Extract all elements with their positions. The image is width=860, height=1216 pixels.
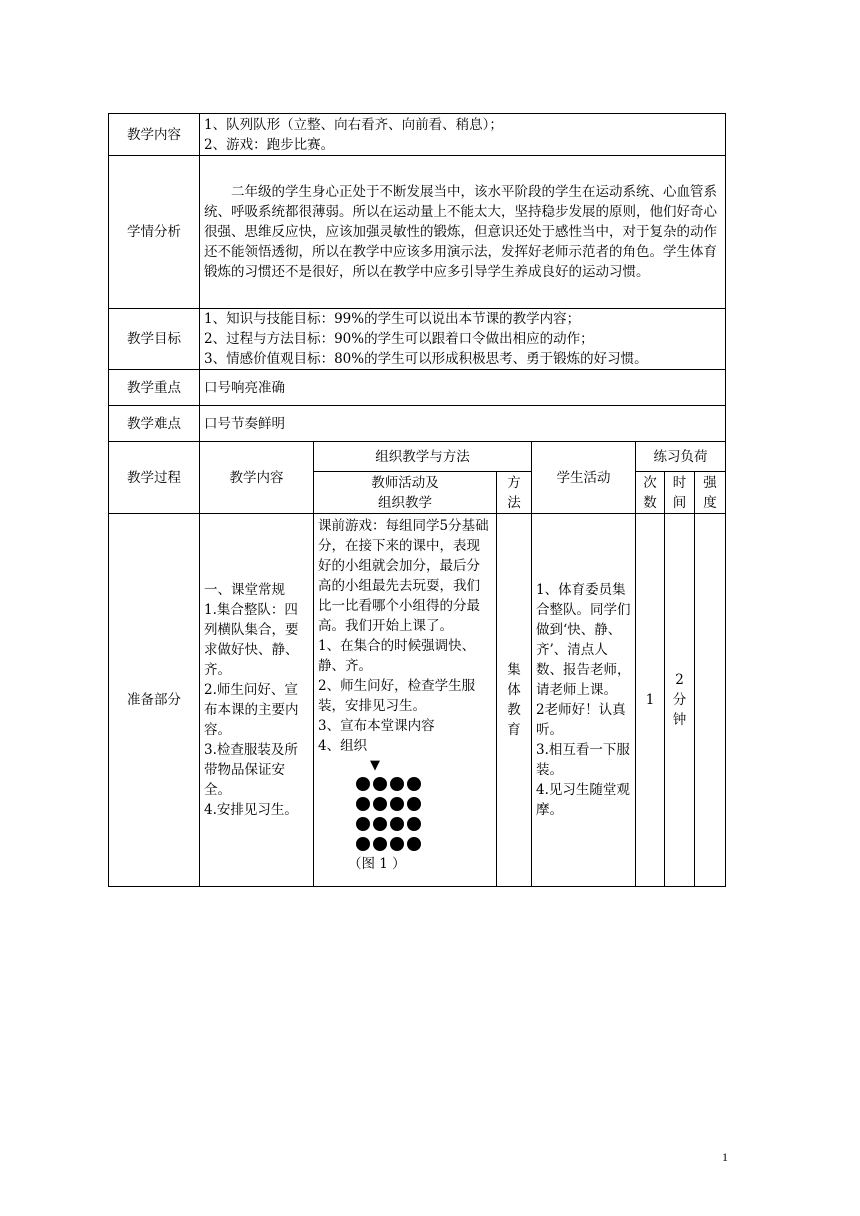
student-dot (373, 797, 387, 811)
row-analysis (109, 156, 726, 309)
content-header: 教学内容 (200, 442, 314, 514)
teacher-position-marker: ▼ (370, 758, 380, 773)
goals-value (200, 309, 726, 370)
prep-method: 集 体 教 育 (497, 514, 532, 887)
student-line-2: 2老师好！认真听。 (536, 702, 626, 738)
student-line-1: 1、体育委员集合整队。同学们做到‘快、静、齐’、清点人数、报告老师，请老师上课。 (536, 582, 631, 698)
row-key-point (109, 370, 726, 406)
page-number: 1 (722, 1150, 728, 1164)
student-dot (407, 797, 421, 811)
formation-row (356, 834, 492, 854)
content-line-2: 2、游戏：跑步比赛。 (204, 136, 335, 153)
prep-label: 准备部分 (109, 514, 200, 887)
student-dot (373, 777, 387, 791)
prep-student-activity (532, 514, 636, 887)
student-dot (373, 837, 387, 851)
analysis-label: 学情分析 (109, 156, 200, 309)
difficulty-value: 口号节奏鲜明 (200, 406, 726, 442)
student-dot (390, 797, 404, 811)
figure-caption: （图 1 ） (348, 856, 406, 872)
student-dot (407, 817, 421, 831)
analysis-text: 二年级的学生身心正处于不断发展当中，该水平阶段的学生在运动系统、心血管系统、呼吸系统都很薄弱。所以在运动量上不能太大，坚持稳步发展的原则，他们好奇心很强、思维反应快，应该加强灵敏性的锻炼，但意识还处于感性当中，对于复杂的动作还不能领悟透彻，所以在教学中应该多用演示法，发挥好老师示范者的角色。学生体育锻炼的习惯还不是很好，所以在教学中应多引导学生养成良好的运动习惯。 (204, 184, 717, 280)
formation-diagram (318, 758, 492, 874)
load-header: 练习负荷 (636, 442, 726, 472)
method-header: 方 法 (497, 472, 532, 514)
student-dot (390, 777, 404, 791)
content-value (200, 114, 726, 156)
teacher-line-5: 4、组织 (318, 738, 368, 754)
goal-line-2: 2、过程与方法目标：90%的学生可以跟着口令做出相应的动作； (204, 331, 594, 347)
student-dot (356, 797, 370, 811)
teacher-line-3: 2、师生问好，检查学生服装，安排见习生。 (318, 678, 476, 714)
analysis-value (200, 156, 726, 309)
teacher-line-2: 1、在集合的时候强调快、静、齐。 (318, 638, 476, 674)
student-dot (356, 777, 370, 791)
row-content (109, 114, 726, 156)
content-line-1: 1、队列队形（立整、向右看齐、向前看、稍息）； (204, 116, 503, 133)
row-difficulty (109, 406, 726, 442)
times-header: 次 数 (636, 472, 665, 514)
content-label: 教学内容 (109, 114, 200, 156)
process-header-row-1 (109, 442, 726, 472)
process-header: 教学过程 (109, 442, 200, 514)
organization-header: 组织教学与方法 (314, 442, 532, 472)
formation-row (356, 774, 492, 794)
key-point-value: 口号响亮准确 (200, 370, 726, 406)
student-dot (390, 837, 404, 851)
intensity-header: 强 度 (695, 472, 726, 514)
student-line-4: 4.见习生随堂观摩。 (536, 782, 630, 818)
student-header: 学生活动 (532, 442, 636, 514)
prep-row (109, 514, 726, 887)
prep-times: 1 (636, 514, 665, 887)
goal-line-3: 3、情感价值观目标：80%的学生可以形成积极思考、勇于锻炼的好习惯。 (204, 351, 648, 367)
student-dot (407, 777, 421, 791)
lesson-plan-table (108, 113, 726, 887)
teacher-line-4: 3、宣布本堂课内容 (318, 718, 435, 734)
formation-row (356, 794, 492, 814)
prep-content: 一、课堂常规 1.集合整队：四列横队集合，要求做好快、静、齐。 2.师生问好、宣布本课的主要内容。 3.检查服装及所带物品保证安全。 4.安排见习生。 (200, 514, 314, 887)
goals-label: 教学目标 (109, 309, 200, 370)
lesson-plan (108, 113, 726, 887)
prep-teacher-activity (314, 514, 497, 887)
student-line-3: 3.相互看一下服装。 (536, 742, 630, 778)
formation-row (356, 814, 492, 834)
student-dot (356, 817, 370, 831)
student-dot (390, 817, 404, 831)
student-dot (373, 817, 387, 831)
prep-intensity (695, 514, 726, 887)
difficulty-label: 教学难点 (109, 406, 200, 442)
student-dot (356, 837, 370, 851)
prep-duration: 2 分 钟 (665, 514, 695, 887)
row-goals (109, 309, 726, 370)
teacher-header: 教师活动及 组织教学 (314, 472, 497, 514)
duration-header: 时 间 (665, 472, 695, 514)
student-dot (407, 837, 421, 851)
teacher-line-1: 课前游戏：每组同学5分基础分，在接下来的课中，表现好的小组就会加分，最后分高的小组最先去玩耍，我们比一比看哪个小组得的分最高。我们开始上课了。 (318, 518, 489, 634)
key-point-label: 教学重点 (109, 370, 200, 406)
goal-line-1: 1、知识与技能目标：99%的学生可以说出本节课的教学内容； (204, 311, 581, 327)
